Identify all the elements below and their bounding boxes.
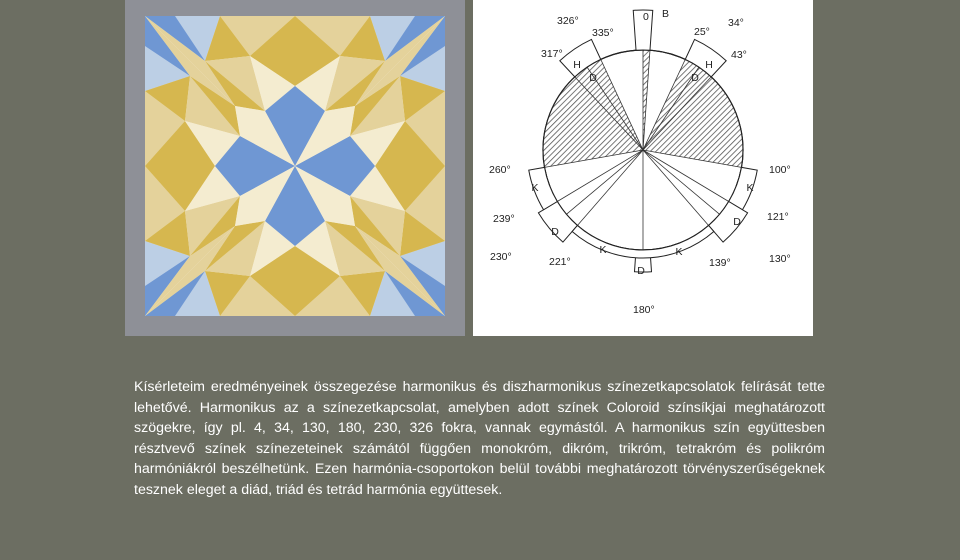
angle-label-a260: 260° xyxy=(489,164,511,176)
segment-label-d_left_bottom: D xyxy=(551,225,559,238)
hue-harmony-diagram xyxy=(473,0,813,336)
angle-label-b: B xyxy=(662,8,670,20)
description-paragraph: Kísérleteim eredményeinek összegezése harmonikus és diszharmonikus színezetkapcsolatok felírását tette lehetővé. Harmonikus az a színezetkapcsolat, amelyben adott színek Coloroid színsíkjai meghatározott szögekre, így pl. 4, 34, 130, 180, 230, 326 fokra, vannak egymástól. A harmonikus szín együttesben résztvevő színek színezeteinek számától függően monokróm, dikróm, trikróm, tetrakróm és polikróm harmóniákról beszélhetünk. Ezen harmónia-csoportokon belül további meghatározott törvényszerűségeknek tesznek eleget a diád, triád és tetrád harmónia együttesek. xyxy=(134,379,825,498)
segment-label-k_bottom_right: K xyxy=(675,245,683,258)
color-pattern-image xyxy=(125,0,465,336)
angle-label-a180: 180° xyxy=(633,304,655,316)
angle-label-a317: 317° xyxy=(541,48,563,60)
segment-label-d_right_bottom: D xyxy=(733,215,741,228)
hue-circle-diagram xyxy=(473,0,813,336)
kaleidoscope-pattern xyxy=(145,16,445,316)
segment-label-k_right: K xyxy=(746,181,754,194)
angle-label-a221: 221° xyxy=(549,256,571,268)
segment-label-d_left_top: D xyxy=(589,71,597,84)
segment-label-d_bottom: D xyxy=(637,264,645,277)
angle-label-a43: 43° xyxy=(731,49,747,61)
angle-label-a121: 121° xyxy=(767,211,789,223)
angle-label-a326: 326° xyxy=(557,15,579,27)
angle-label-a335: 335° xyxy=(592,27,614,39)
segment-label-k_left: K xyxy=(531,181,539,194)
segment-label-h_left: H xyxy=(573,58,581,71)
angle-label-a139: 139° xyxy=(709,257,731,269)
segment-label-h_right: H xyxy=(705,58,713,71)
angle-label-a130: 130° xyxy=(769,253,791,265)
angle-label-a230: 230° xyxy=(490,251,512,263)
angle-label-a100: 100° xyxy=(769,164,791,176)
segment-label-k_bottom_left: K xyxy=(599,243,607,256)
angle-label-a34: 34° xyxy=(728,17,744,29)
angle-label-a0: 0 xyxy=(643,11,649,23)
segment-label-d_right_top: D xyxy=(691,71,699,84)
angle-label-a239: 239° xyxy=(493,213,515,225)
angle-label-a25: 25° xyxy=(694,26,710,38)
